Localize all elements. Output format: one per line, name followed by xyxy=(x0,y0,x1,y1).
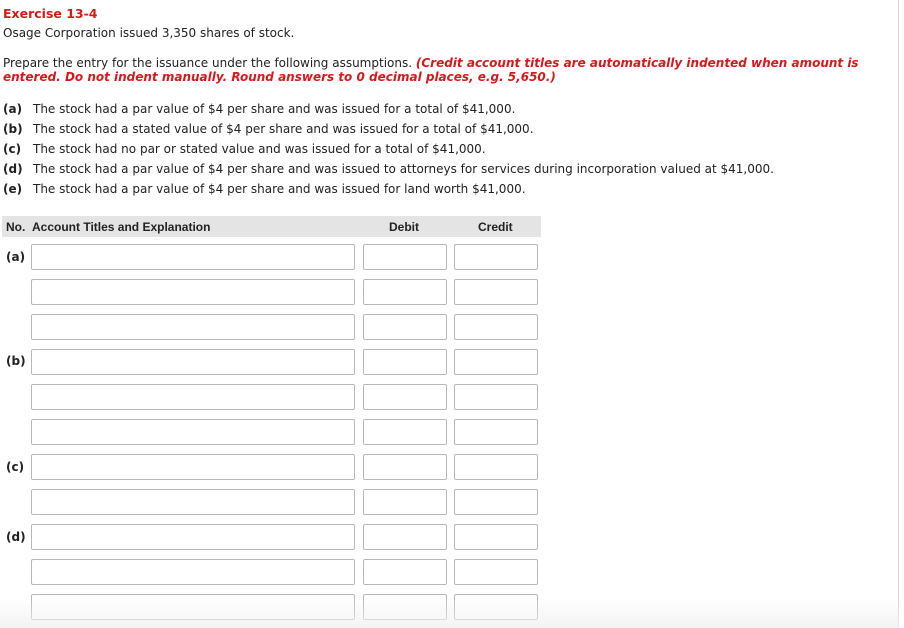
account-title-input[interactable] xyxy=(31,279,355,305)
header-credit: Credit xyxy=(478,220,513,234)
account-title-input[interactable] xyxy=(31,314,355,340)
credit-input[interactable] xyxy=(454,314,538,340)
assumption-list xyxy=(3,101,774,201)
credit-input[interactable] xyxy=(454,594,538,620)
row-label-b: (b) xyxy=(6,354,26,368)
debit-input[interactable] xyxy=(363,559,447,585)
assumption-item xyxy=(3,181,774,201)
credit-input[interactable] xyxy=(454,524,538,550)
header-account: Account Titles and Explanation xyxy=(32,220,211,234)
assumption-label: (a) xyxy=(3,102,23,116)
exercise-instructions xyxy=(3,56,883,84)
header-debit: Debit xyxy=(389,220,419,234)
debit-input[interactable] xyxy=(363,594,447,620)
account-title-input[interactable] xyxy=(31,559,355,585)
debit-input[interactable] xyxy=(363,244,447,270)
credit-input[interactable] xyxy=(454,419,538,445)
credit-input[interactable] xyxy=(454,349,538,375)
exercise-title: Exercise 13-4 xyxy=(3,6,98,21)
credit-input[interactable] xyxy=(454,244,538,270)
account-title-input[interactable] xyxy=(31,419,355,445)
assumption-text: The stock had a par value of $4 per share and was issued for land worth $41,000. xyxy=(33,182,526,196)
debit-input[interactable] xyxy=(363,489,447,515)
credit-input[interactable] xyxy=(454,279,538,305)
assumption-label: (b) xyxy=(3,122,23,136)
debit-input[interactable] xyxy=(363,524,447,550)
debit-input[interactable] xyxy=(363,419,447,445)
debit-input[interactable] xyxy=(363,314,447,340)
assumption-item xyxy=(3,101,774,121)
credit-input[interactable] xyxy=(454,489,538,515)
account-title-input[interactable] xyxy=(31,244,355,270)
row-label-c: (c) xyxy=(6,460,25,474)
assumption-item xyxy=(3,121,774,141)
account-title-input[interactable] xyxy=(31,524,355,550)
account-title-input[interactable] xyxy=(31,349,355,375)
assumption-text: The stock had a par value of $4 per share and was issued to attorneys for services during incorporation valued at $41,000. xyxy=(33,162,774,176)
assumption-text: The stock had a par value of $4 per share and was issued for a total of $41,000. xyxy=(33,102,516,116)
debit-input[interactable] xyxy=(363,349,447,375)
assumption-text: The stock had no par or stated value and was issued for a total of $41,000. xyxy=(33,142,486,156)
credit-input[interactable] xyxy=(454,559,538,585)
row-label-d: (d) xyxy=(6,530,26,544)
assumption-text: The stock had a stated value of $4 per share and was issued for a total of $41,000. xyxy=(33,122,534,136)
account-title-input[interactable] xyxy=(31,454,355,480)
assumption-label: (e) xyxy=(3,182,23,196)
credit-input[interactable] xyxy=(454,384,538,410)
credit-input[interactable] xyxy=(454,454,538,480)
assumption-item xyxy=(3,161,774,181)
instruction-note: (Credit account titles are automatically indented when amount is entered. Do not indent manually. Round answers to 0 decimal places, e.g. 5,650.) xyxy=(3,56,859,84)
header-no: No. xyxy=(6,220,26,234)
debit-input[interactable] xyxy=(363,454,447,480)
assumption-label: (c) xyxy=(3,142,22,156)
row-label-a: (a) xyxy=(6,250,26,264)
journal-table-header xyxy=(2,216,541,237)
debit-input[interactable] xyxy=(363,384,447,410)
instruction-text: Prepare the entry for the issuance under the following assumptions. xyxy=(3,56,413,70)
assumption-item xyxy=(3,141,774,161)
account-title-input[interactable] xyxy=(31,489,355,515)
account-title-input[interactable] xyxy=(31,384,355,410)
exercise-intro: Osage Corporation issued 3,350 shares of stock. xyxy=(3,26,295,40)
account-title-input[interactable] xyxy=(31,594,355,620)
assumption-label: (d) xyxy=(3,162,23,176)
debit-input[interactable] xyxy=(363,279,447,305)
